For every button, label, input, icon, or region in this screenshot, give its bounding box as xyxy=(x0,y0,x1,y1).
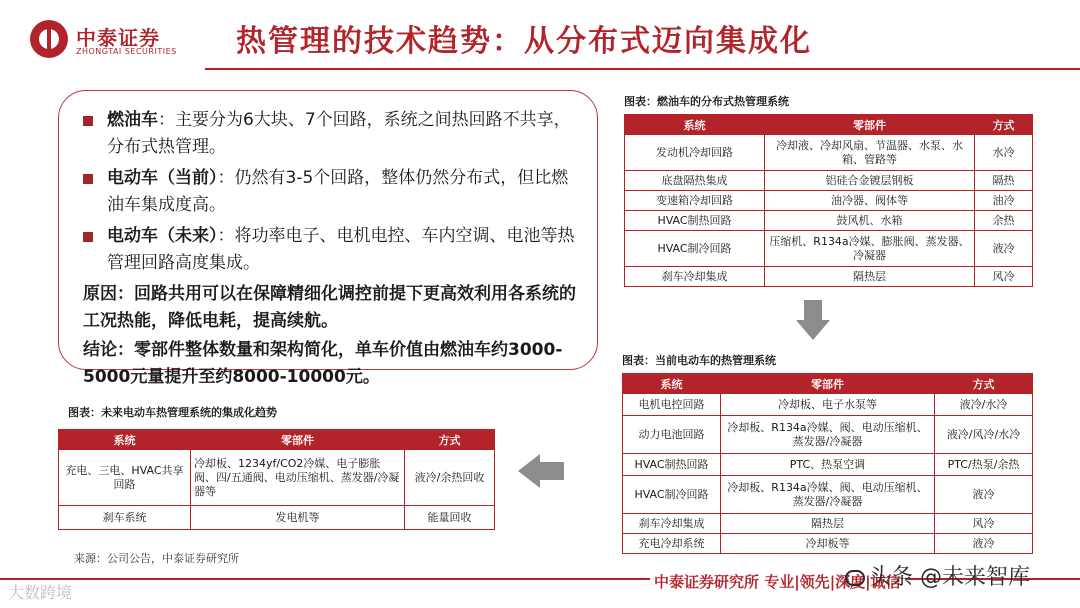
summary-bullet xyxy=(83,223,577,277)
page-title: 热管理的技术趋势：从分布式迈向集成化 xyxy=(236,24,812,59)
brand-name-cn: 中泰证券 xyxy=(76,26,160,50)
table-cell: 动力电池回路 xyxy=(623,416,721,454)
table-cell: 油冷器、阀体等 xyxy=(765,191,975,211)
table-cell: PTC、热泵空调 xyxy=(721,454,935,476)
footer-slogan: 中泰证券研究所 专业|领先|深度|诚信 xyxy=(650,571,905,592)
table-cell: 刹车冷却集成 xyxy=(625,267,765,287)
table-row xyxy=(59,506,495,530)
table-cell: 冷却液、冷却风扇、节温器、水泵、水箱、管路等 xyxy=(765,135,975,171)
summary-panel xyxy=(58,90,598,387)
table-cell: 油冷 xyxy=(975,191,1033,211)
table-cell: HVAC制冷回路 xyxy=(625,231,765,267)
table-row xyxy=(625,135,1033,171)
table-cell: 冷却板、电子水泵等 xyxy=(721,394,935,416)
table-cell: 鼓风机、水箱 xyxy=(765,211,975,231)
table-cell: 水冷 xyxy=(975,135,1033,171)
table-row xyxy=(625,211,1033,231)
col-header: 系统 xyxy=(623,374,721,394)
table-cell: 液冷 xyxy=(975,231,1033,267)
table-cell: 冷却板、R134a冷媒、阀、电动压缩机、蒸发器/冷凝器 xyxy=(721,416,935,454)
table-cell: 液冷/余热回收 xyxy=(405,450,495,506)
table-cell: 发动机冷却回路 xyxy=(625,135,765,171)
table-header-row xyxy=(625,115,1033,135)
table-cell: 余热 xyxy=(975,211,1033,231)
table-row xyxy=(623,454,1033,476)
table-cell: 隔热层 xyxy=(721,514,935,534)
table-cell: 刹车冷却集成 xyxy=(623,514,721,534)
summary-conclusion: 结论：零部件整体数量和架构简化，单车价值由燃油车约3000-5000元量提升至约8000-10000元。 xyxy=(83,340,563,387)
table-cell: 冷却板、1234yf/CO2冷媒、电子膨胀阀、四/五通阀、电动压缩机、蒸发器/冷凝器等 xyxy=(191,450,405,506)
bullet-body: ：仍然有3-5个回路，整体仍然分布式，但比燃油车集成度高。 xyxy=(107,168,569,215)
table-row xyxy=(625,267,1033,287)
bullet-square-icon xyxy=(83,232,93,242)
brand-name-en: ZHONGTAI SECURITIES xyxy=(76,47,177,56)
table-cell: 充电冷却系统 xyxy=(623,534,721,554)
arrow-down-icon xyxy=(796,300,830,340)
brand-mark-icon xyxy=(30,20,68,58)
table-header-row xyxy=(59,430,495,450)
table-cell: 能量回收 xyxy=(405,506,495,530)
bullet-head: 电动车（未来） xyxy=(107,226,218,246)
table-cell: 隔热 xyxy=(975,171,1033,191)
col-header: 零部件 xyxy=(721,374,935,394)
table-cell: 风冷 xyxy=(935,514,1033,534)
future-table-caption: 图表：未来电动车热管理系统的集成化趋势 xyxy=(68,406,277,419)
table-cell: 液冷/水冷 xyxy=(935,394,1033,416)
table-cell: 刹车系统 xyxy=(59,506,191,530)
title-divider xyxy=(205,68,1080,70)
table-cell: 压缩机、R134a冷媒、膨胀阀、蒸发器、冷凝器 xyxy=(765,231,975,267)
summary-bullet xyxy=(83,107,577,161)
summary-reason: 原因：回路共用可以在保障精细化调控前提下更高效利用各系统的工况热能，降低电耗，提高续航。 xyxy=(83,284,576,331)
watermark-right xyxy=(845,560,1030,591)
future-table xyxy=(58,429,495,530)
table-row xyxy=(625,231,1033,267)
table-row xyxy=(623,394,1033,416)
table-row xyxy=(623,514,1033,534)
watermark-right-text: 头条 @未来智库 xyxy=(869,565,1030,590)
col-header: 系统 xyxy=(625,115,765,135)
summary-bullet xyxy=(83,165,577,219)
table-cell: HVAC制热回路 xyxy=(623,454,721,476)
watermark-left: 大数跨境 xyxy=(8,583,73,602)
table-cell: 电机电控回路 xyxy=(623,394,721,416)
table-row xyxy=(623,534,1033,554)
table-cell: HVAC制热回路 xyxy=(625,211,765,231)
watermark-icon xyxy=(845,570,865,586)
col-header: 方式 xyxy=(405,430,495,450)
col-header: 零部件 xyxy=(765,115,975,135)
table-cell: 液冷 xyxy=(935,534,1033,554)
bullet-head: 燃油车 xyxy=(107,110,158,130)
current-table xyxy=(622,373,1033,554)
table-cell: 冷却板、R134a冷媒、阀、电动压缩机、蒸发器/冷凝器 xyxy=(721,476,935,514)
table-cell: 发电机等 xyxy=(191,506,405,530)
table-cell: PTC/热泵/余热 xyxy=(935,454,1033,476)
table-cell: HVAC制冷回路 xyxy=(623,476,721,514)
table-cell: 充电、三电、HVAC共享回路 xyxy=(59,450,191,506)
table-cell: 铝硅合金镀层钢板 xyxy=(765,171,975,191)
table-cell: 冷却板等 xyxy=(721,534,935,554)
col-header: 零部件 xyxy=(191,430,405,450)
bullet-square-icon xyxy=(83,116,93,126)
col-header: 方式 xyxy=(935,374,1033,394)
arrow-left-icon xyxy=(518,454,564,488)
col-header: 方式 xyxy=(975,115,1033,135)
source-note: 来源：公司公告，中泰证券研究所 xyxy=(74,552,239,565)
fuel-table xyxy=(624,114,1033,287)
table-cell: 变速箱冷却回路 xyxy=(625,191,765,211)
table-cell: 风冷 xyxy=(975,267,1033,287)
table-cell: 底盘隔热集成 xyxy=(625,171,765,191)
table-row xyxy=(623,416,1033,454)
brand-logo xyxy=(30,20,190,64)
table-header-row xyxy=(623,374,1033,394)
bullet-body: ：将功率电子、电机电控、车内空调、电池等热管理回路高度集成。 xyxy=(107,226,575,273)
col-header: 系统 xyxy=(59,430,191,450)
table-cell: 液冷/风冷/水冷 xyxy=(935,416,1033,454)
bullet-head: 电动车（当前） xyxy=(107,168,218,188)
table-cell: 液冷 xyxy=(935,476,1033,514)
table-row xyxy=(625,191,1033,211)
bullet-square-icon xyxy=(83,174,93,184)
table-cell: 隔热层 xyxy=(765,267,975,287)
table-row xyxy=(623,476,1033,514)
table-row xyxy=(625,171,1033,191)
table-row xyxy=(59,450,495,506)
fuel-table-caption: 图表：燃油车的分布式热管理系统 xyxy=(624,95,789,108)
current-table-caption: 图表：当前电动车的热管理系统 xyxy=(622,354,776,367)
bullet-body: ：主要分为6大块、7个回路，系统之间热回路不共享，分布式热管理。 xyxy=(107,110,571,157)
